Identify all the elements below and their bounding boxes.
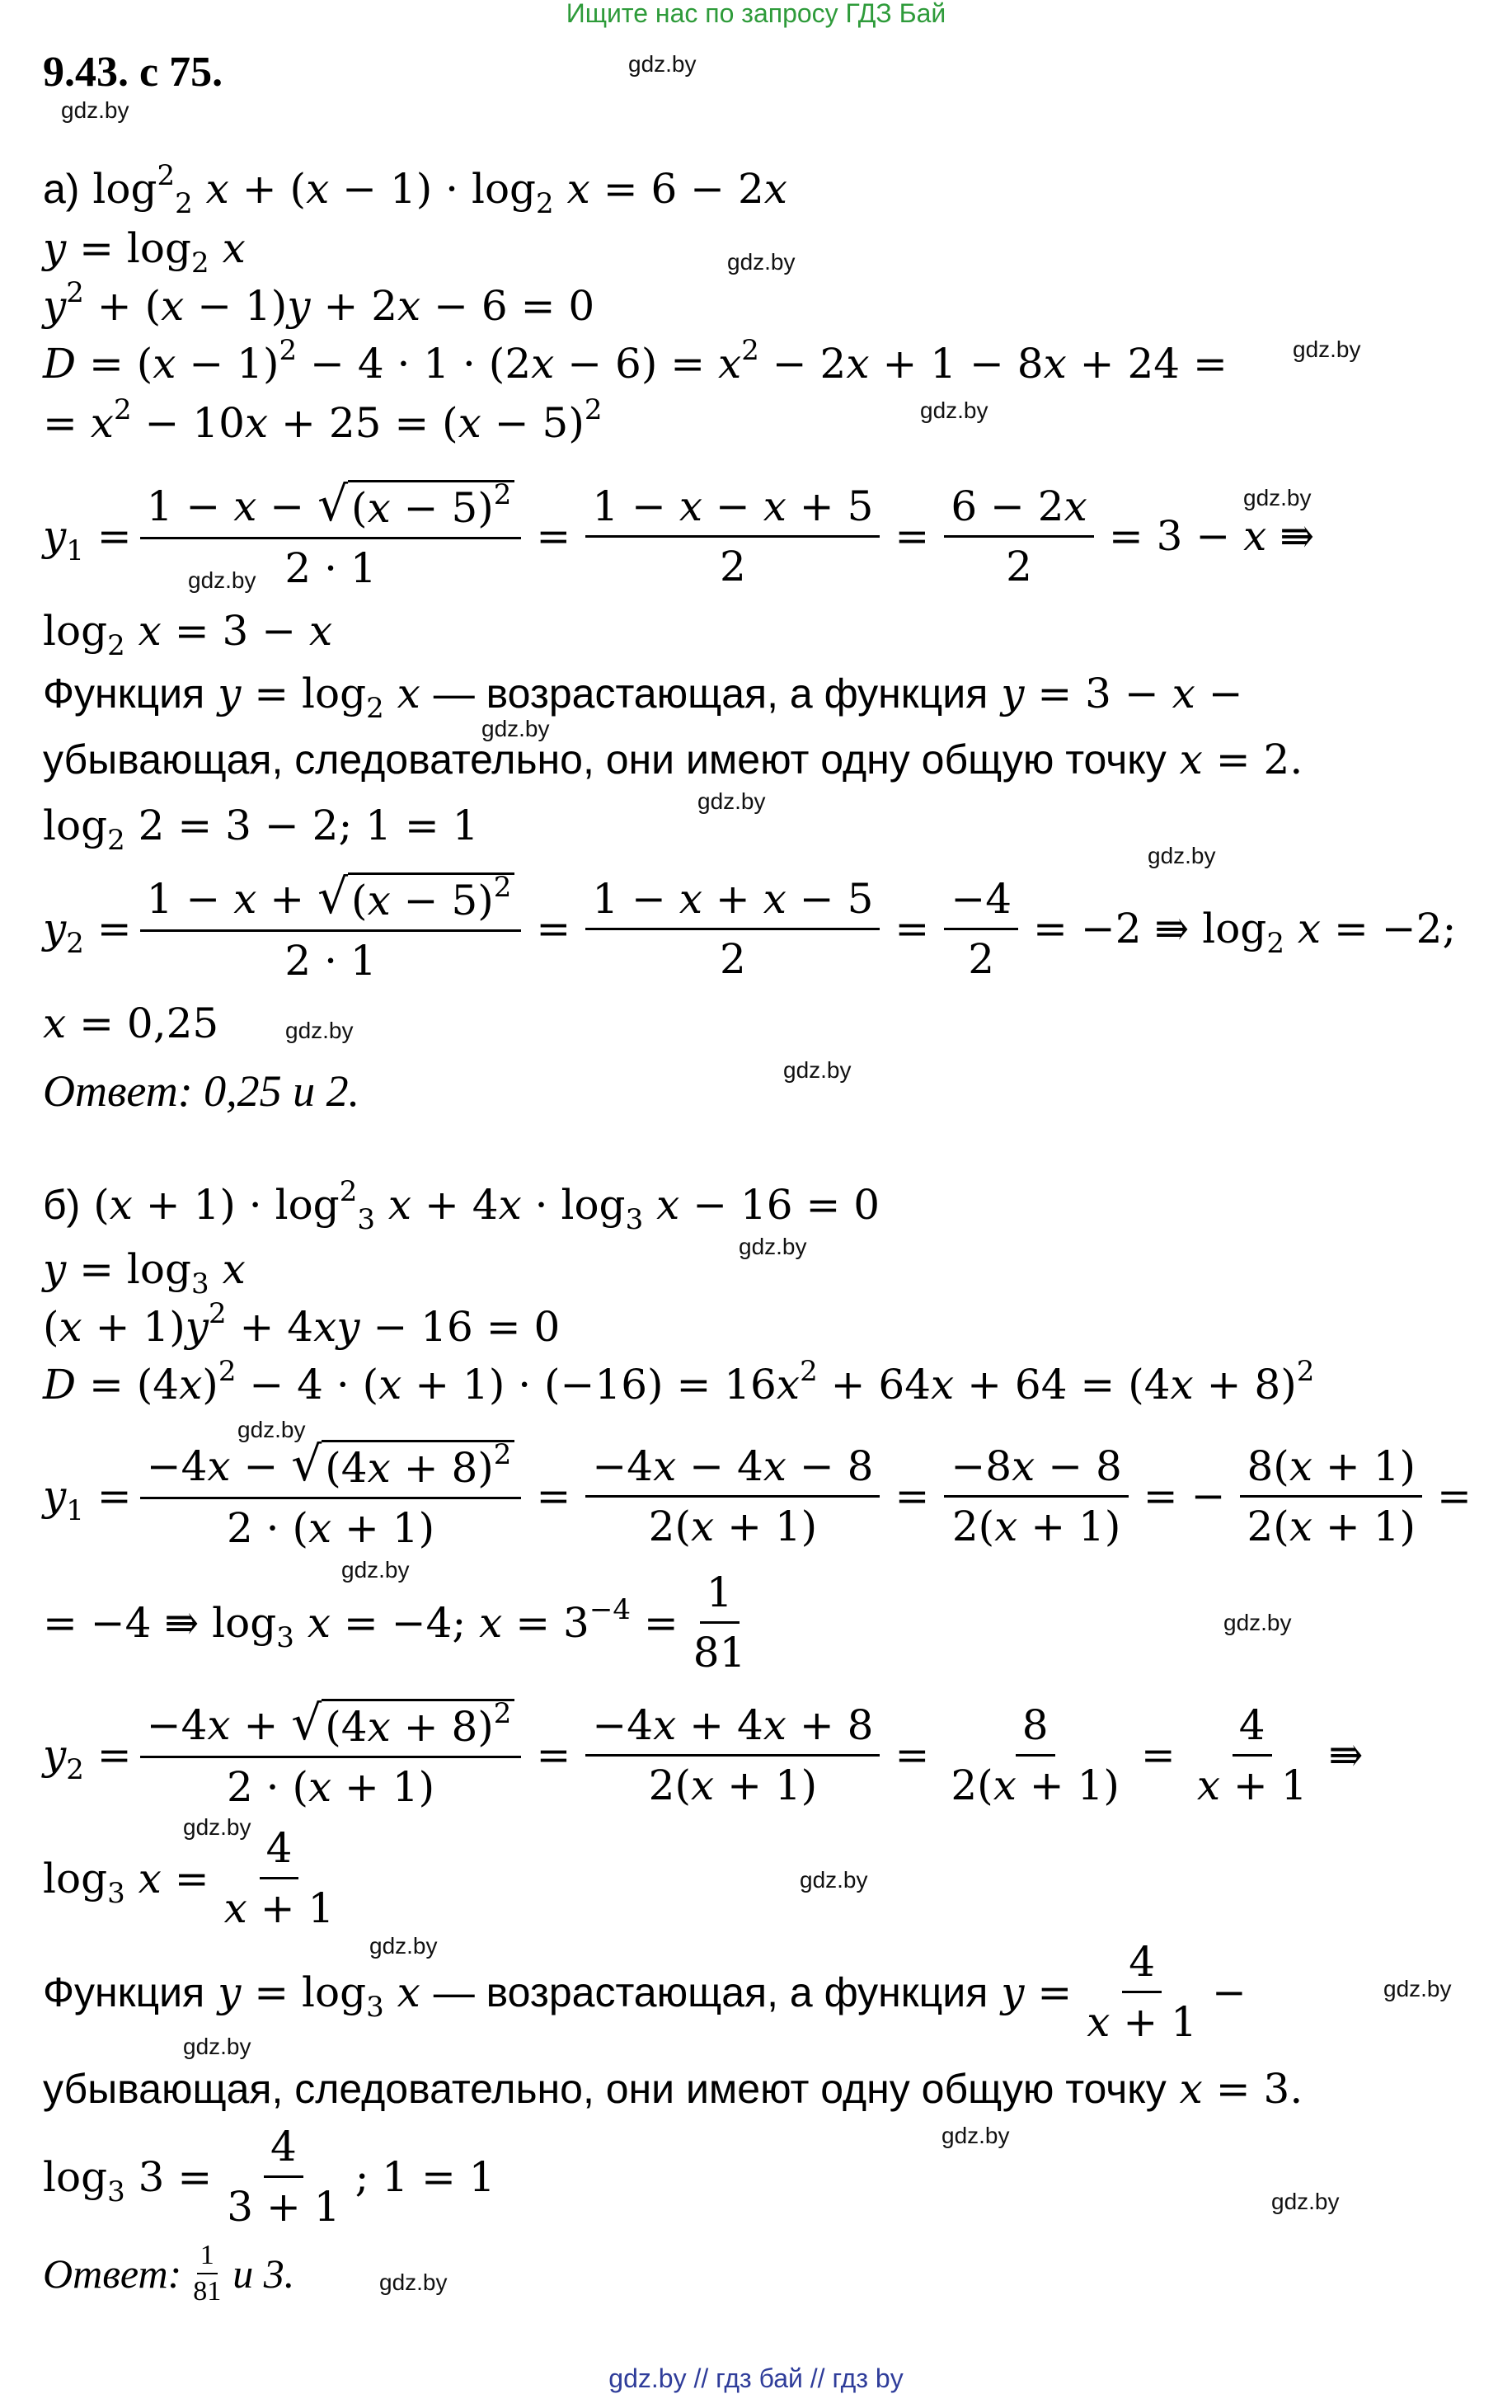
watermark: gdz.by <box>61 97 129 123</box>
log-equation-b: $\log_3 x$ = $\frac{4}{x + 1}$ <box>43 1824 335 1932</box>
watermark: gdz.by <box>1148 843 1216 868</box>
monotonic-b-line2: убывающая, следовательно, они имеют одну общую точку x = 3. <box>43 2065 1303 2113</box>
search-banner[interactable]: Ищите нас по запросу ГДЗ Бай <box>566 0 946 28</box>
answer-a: Ответ: 0,25 и 2. <box>43 1066 360 1116</box>
watermark: gdz.by <box>941 2123 1010 2148</box>
watermark: gdz.by <box>920 397 988 423</box>
root-x-a: x = 0,25 <box>43 999 219 1047</box>
log-equation-a1: $\log_2 x = 3 - x$ <box>43 607 333 662</box>
check-a: $\log_2 2 = 3 - 2$; 1 = 1 <box>43 802 479 857</box>
watermark: gdz.by <box>369 1933 438 1959</box>
substitution-b: $y = \log_3 x$ <box>43 1245 246 1300</box>
watermark: gdz.by <box>1383 1976 1452 2001</box>
discriminant-b: $D = (4x)^2 - 4 \cdot (x + 1) \cdot (-16) = 16x^2 + 64x + 64 = (4x + 8)^2$ <box>43 1355 1315 1409</box>
watermark: gdz.by <box>341 1557 410 1583</box>
watermark: gdz.by <box>783 1057 852 1083</box>
watermark: gdz.by <box>1243 485 1312 510</box>
root-x1-b: = −4 ⇛ $\log_3 x = -4$; $x = 3^{-4}$ = $\frac{1}{81}$ <box>43 1568 746 1677</box>
check-b: $\log_3 3$ = $\frac{4}{3 + 1}$ ; 1 = 1 <box>43 2123 495 2231</box>
equation-a: а) $\log^2_2 x + (x - 1) \cdot \log_2 x = 6 - 2x$ <box>43 159 787 220</box>
discriminant-a-line1: $D = (x - 1)^2 - 4 \cdot 1 \cdot (2x - 6) = x^2 - 2x + 1 - 8x + 24$ = <box>43 334 1228 388</box>
discriminant-a-line2: = $x^2 - 10x + 25 = (x - 5)^2$ <box>43 393 603 447</box>
monotonic-a-line2: убывающая, следовательно, они имеют одну общую точку x = 2. <box>43 736 1303 783</box>
watermark: gdz.by <box>1293 336 1361 362</box>
monotonic-b-line1: Функция $y = \log_3 x$ — возрастающая, а функция y = $\frac{4}{x + 1}$ − <box>43 1938 1247 2046</box>
footer-links[interactable]: gdz.by // гдз бай // гдз by <box>608 2363 904 2393</box>
quadratic-a: $y^2 + (x - 1)y + 2x - 6 = 0$ <box>43 276 595 330</box>
watermark: gdz.by <box>379 2269 448 2295</box>
watermark: gdz.by <box>1271 2189 1340 2214</box>
watermark: gdz.by <box>1223 1610 1292 1635</box>
answer-b: Ответ: $\frac{1}{81}$ и 3. <box>43 2240 295 2307</box>
root-y2-a: $y_2$ = 1 − x + √ $(x - 5)^2$ 2 · 1 = $\frac{1 - x + x - 5}{2}$ = $\frac{-4}{2}$ = −2 ⇛ $\log_2 x = -2$; <box>43 868 1457 985</box>
watermark: gdz.by <box>183 1814 251 1840</box>
watermark: gdz.by <box>800 1867 868 1893</box>
root-y1-b: $y_1$ = −4x − √ $(4x + 8)^2$ 2 · (x + 1) = $\frac{-4x - 4x - 8}{2(x + 1)}$ = $\frac{-8x - 8}{2(x + 1)}$ = − $\frac{8(x + 1)}{2(x + 1)}$ = <box>43 1436 1472 1552</box>
substitution-a: $y = \log_2 x$ <box>43 224 246 280</box>
watermark: gdz.by <box>285 1018 354 1043</box>
watermark: gdz.by <box>697 788 766 814</box>
watermark: gdz.by <box>628 51 697 77</box>
watermark: gdz.by <box>739 1234 807 1259</box>
watermark: gdz.by <box>727 249 796 275</box>
monotonic-a-line1: Функция $y = \log_2 x$ — возрастающая, а функция y = 3 − x − <box>43 670 1243 725</box>
root-y1-a: $y_1$ = 1 − x − √ $(x - 5)^2$ 2 · 1 = $\frac{1 - x - x + 5}{2}$ = $\frac{6 - 2x}{2}$ = 3 − x ⇛ <box>43 476 1315 592</box>
watermark: gdz.by <box>188 567 256 593</box>
watermark: gdz.by <box>237 1417 306 1442</box>
watermark: gdz.by <box>481 716 550 741</box>
equation-b: б) $(x + 1) \cdot \log^2_3 x + 4x \cdot \log_3 x - 16 = 0$ <box>43 1175 880 1236</box>
root-y2-b: $y_2$ = −4x + √ $(4x + 8)^2$ 2 · (x + 1) = $\frac{-4x + 4x + 8}{2(x + 1)}$ = $\frac{8}{2(x + 1)}$ = $\frac{4}{x + 1}$ ⇛ <box>43 1695 1364 1811</box>
quadratic-b: $(x + 1)y^2 + 4xy - 16 = 0$ <box>43 1297 561 1351</box>
exercise-title: 9.43. с 75. <box>43 49 223 96</box>
watermark: gdz.by <box>183 2034 251 2059</box>
